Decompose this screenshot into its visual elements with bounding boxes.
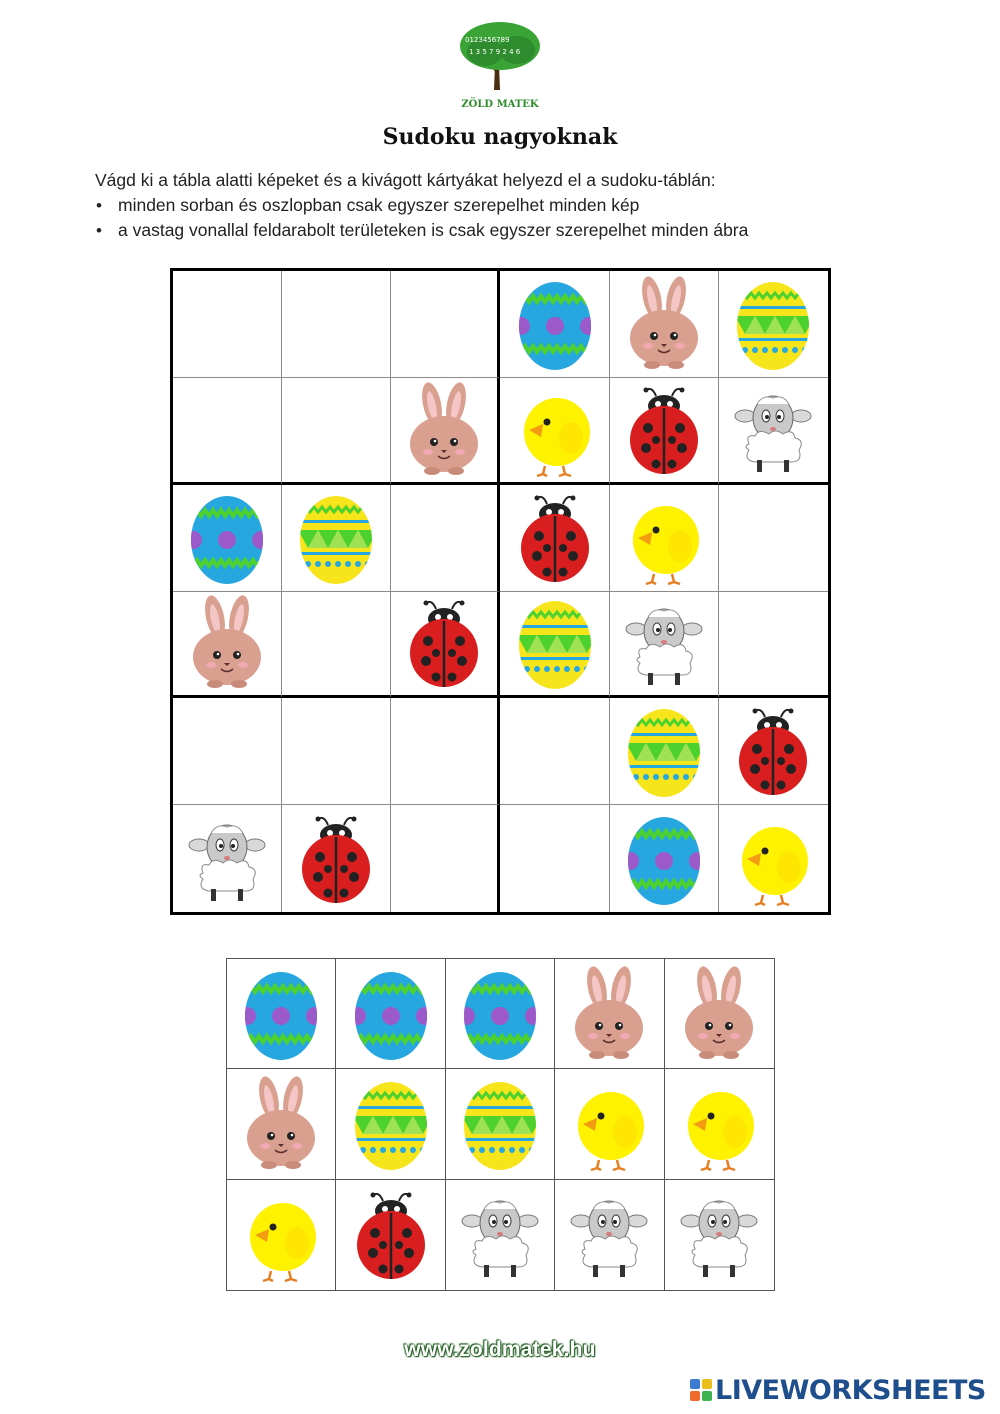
cut-out-card[interactable] — [227, 1180, 336, 1290]
sudoku-cell[interactable] — [173, 805, 282, 912]
cut-out-card[interactable] — [665, 1069, 774, 1179]
chick-icon — [677, 1076, 761, 1172]
cut-out-card[interactable] — [555, 1180, 664, 1290]
cut-out-card[interactable] — [665, 959, 774, 1069]
sudoku-cell[interactable] — [500, 698, 609, 805]
egg-blue-icon — [185, 490, 269, 586]
egg-blue-icon — [513, 276, 597, 372]
ladybug-icon — [731, 703, 815, 799]
sudoku-board — [170, 268, 831, 915]
sheep-icon — [567, 1187, 651, 1283]
sheep-icon — [185, 811, 269, 907]
sudoku-cell[interactable] — [173, 378, 282, 485]
sudoku-cell[interactable] — [719, 592, 828, 699]
sudoku-cell[interactable] — [391, 271, 500, 378]
sudoku-cell[interactable] — [173, 485, 282, 592]
egg-yellow-icon — [458, 1076, 542, 1172]
sheep-icon — [677, 1187, 761, 1283]
rules-list — [95, 193, 915, 243]
sudoku-cell[interactable] — [282, 271, 391, 378]
cut-out-card[interactable] — [555, 1069, 664, 1179]
cut-out-card[interactable] — [227, 1069, 336, 1179]
sudoku-cell[interactable] — [500, 485, 609, 592]
bunny-icon — [622, 276, 706, 372]
sudoku-cell[interactable] — [391, 485, 500, 592]
sudoku-cell[interactable] — [719, 378, 828, 485]
cut-out-card[interactable] — [446, 959, 555, 1069]
chick-icon — [567, 1076, 651, 1172]
page-title: Sudoku nagyoknak — [382, 124, 618, 150]
sudoku-cell[interactable] — [610, 698, 719, 805]
cut-out-card[interactable] — [446, 1180, 555, 1290]
sheep-icon — [458, 1187, 542, 1283]
cut-out-cards — [226, 958, 775, 1291]
sudoku-cell[interactable] — [719, 805, 828, 912]
cut-out-card[interactable] — [336, 959, 445, 1069]
egg-yellow-icon — [294, 490, 378, 586]
sudoku-cell[interactable] — [500, 378, 609, 485]
chick-icon — [513, 382, 597, 478]
ladybug-icon — [513, 490, 597, 586]
logo-text: ZÖLD MATEK — [461, 99, 539, 110]
ladybug-icon — [294, 811, 378, 907]
cut-out-card[interactable] — [336, 1069, 445, 1179]
instructions-intro: Vágd ki a tábla alatti képeket és a kivágott kártyákat helyezd el a sudoku-táblán: — [95, 170, 716, 190]
bunny-icon — [677, 966, 761, 1062]
liveworksheets-brand — [690, 1373, 986, 1407]
sudoku-cell[interactable] — [391, 592, 500, 699]
cut-out-card[interactable] — [336, 1180, 445, 1290]
egg-yellow-icon — [622, 703, 706, 799]
cut-out-card[interactable] — [555, 959, 664, 1069]
egg-blue-icon — [349, 966, 433, 1062]
sudoku-cell[interactable] — [391, 805, 500, 912]
sudoku-cell[interactable] — [282, 485, 391, 592]
sudoku-cell[interactable] — [391, 378, 500, 485]
sudoku-cell[interactable] — [173, 698, 282, 805]
bunny-icon — [402, 382, 486, 478]
ladybug-icon — [349, 1187, 433, 1283]
bunny-icon — [567, 966, 651, 1062]
sudoku-cell[interactable] — [500, 805, 609, 912]
sudoku-cell[interactable] — [610, 592, 719, 699]
sudoku-cell[interactable] — [173, 592, 282, 699]
bunny-icon — [185, 595, 269, 691]
sheep-icon — [622, 595, 706, 691]
egg-yellow-icon — [731, 276, 815, 372]
ladybug-icon — [622, 382, 706, 478]
liveworksheets-icon — [690, 1379, 712, 1401]
rule-item: • minden sorban és oszlopban csak egyszer szerepelhet minden kép — [95, 193, 915, 218]
tree-logo-icon — [447, 12, 553, 112]
liveworksheets-text: LIVEWORKSHEETS — [715, 1374, 986, 1406]
rule-item: • a vastag vonallal feldarabolt területeken is csak egyszer szerepelhet minden ábra — [95, 218, 915, 243]
sudoku-cell[interactable] — [500, 271, 609, 378]
chick-icon — [731, 811, 815, 907]
sudoku-cell[interactable] — [610, 805, 719, 912]
website-link[interactable]: www.zoldmatek.hu — [404, 1338, 596, 1361]
chick-icon — [622, 490, 706, 586]
sudoku-cell[interactable] — [610, 485, 719, 592]
sudoku-cell[interactable] — [173, 271, 282, 378]
sudoku-cell[interactable] — [282, 592, 391, 699]
sheep-icon — [731, 382, 815, 478]
egg-blue-icon — [239, 966, 323, 1062]
sudoku-cell[interactable] — [610, 271, 719, 378]
svg-text:1 3 5 7 9 2 4 6: 1 3 5 7 9 2 4 6 — [469, 48, 521, 56]
egg-blue-icon — [458, 966, 542, 1062]
sudoku-cell[interactable] — [719, 485, 828, 592]
cut-out-card[interactable] — [665, 1180, 774, 1290]
bunny-icon — [239, 1076, 323, 1172]
sudoku-cell[interactable] — [500, 592, 609, 699]
sudoku-cell[interactable] — [282, 378, 391, 485]
sudoku-cell[interactable] — [391, 698, 500, 805]
chick-icon — [239, 1187, 323, 1283]
cut-out-card[interactable] — [227, 959, 336, 1069]
egg-blue-icon — [622, 811, 706, 907]
sudoku-cell[interactable] — [282, 698, 391, 805]
logo-digits: 0123456789 — [465, 36, 510, 44]
sudoku-cell[interactable] — [719, 698, 828, 805]
sudoku-cell[interactable] — [610, 378, 719, 485]
ladybug-icon — [402, 595, 486, 691]
cut-out-card[interactable] — [446, 1069, 555, 1179]
egg-yellow-icon — [513, 595, 597, 691]
logo — [447, 12, 553, 112]
egg-yellow-icon — [349, 1076, 433, 1172]
instructions — [95, 168, 915, 243]
sudoku-cell[interactable] — [719, 271, 828, 378]
sudoku-cell[interactable] — [282, 805, 391, 912]
